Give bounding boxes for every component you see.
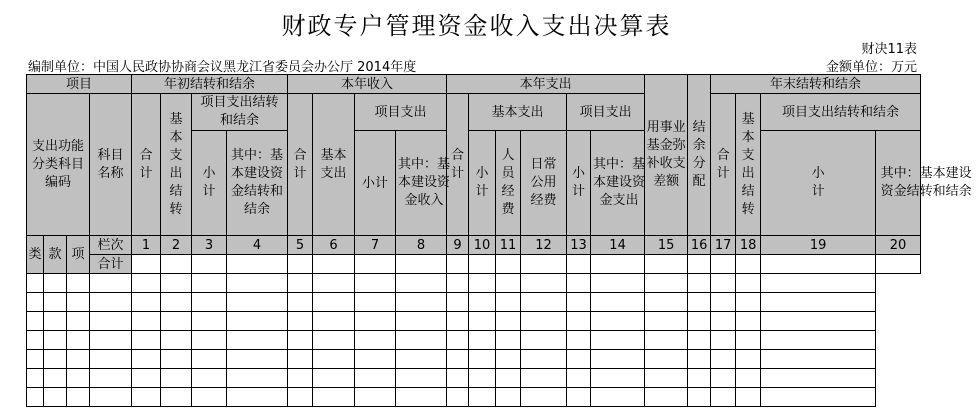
table-cell[interactable]	[192, 388, 227, 407]
table-row	[27, 388, 921, 407]
expenditure-basic-header: 基本支出	[469, 94, 567, 131]
table-cell[interactable]	[396, 312, 447, 331]
table-row	[27, 369, 921, 388]
table-cell[interactable]	[27, 369, 44, 388]
table-cell[interactable]	[288, 388, 313, 407]
table-row	[27, 312, 921, 331]
table-cell[interactable]	[521, 255, 567, 274]
table-cell[interactable]	[645, 274, 688, 293]
table-cell[interactable]	[192, 255, 227, 274]
table-cell[interactable]	[192, 293, 227, 312]
table-cell[interactable]	[396, 255, 447, 274]
expenditure-project-subtotal-header: 小计	[567, 131, 591, 236]
table-cell[interactable]	[161, 293, 192, 312]
table-cell[interactable]	[288, 331, 313, 350]
report-title: 财政专户管理资金收入支出决算表	[281, 12, 672, 40]
table-cell[interactable]	[496, 331, 521, 350]
begin-project-header: 项目支出结转和结余	[192, 94, 288, 131]
table-cell[interactable]	[227, 331, 288, 350]
table-cell[interactable]	[396, 369, 447, 388]
column-number: 14	[591, 236, 645, 255]
income-project-header: 项目支出	[355, 94, 447, 131]
table-cell[interactable]	[876, 255, 921, 274]
table-cell[interactable]	[161, 312, 192, 331]
table-row	[27, 274, 921, 293]
column-number: 12	[521, 236, 567, 255]
table-cell[interactable]	[355, 312, 396, 331]
table-cell[interactable]	[521, 312, 567, 331]
table-cell[interactable]	[90, 369, 132, 388]
column-number: 1	[132, 236, 161, 255]
table-cell[interactable]	[355, 293, 396, 312]
table-cell[interactable]	[447, 331, 469, 350]
table-cell[interactable]	[447, 369, 469, 388]
table-cell[interactable]	[313, 388, 355, 407]
table-cell[interactable]	[496, 369, 521, 388]
form-number: 财决11表	[861, 42, 917, 57]
table-cell[interactable]	[688, 293, 711, 312]
end-project-subtotal-header: 小计	[761, 131, 876, 236]
table-cell[interactable]	[313, 350, 355, 369]
table-cell[interactable]	[192, 312, 227, 331]
table-cell[interactable]	[761, 312, 876, 331]
table-cell[interactable]	[496, 293, 521, 312]
table-cell[interactable]	[496, 388, 521, 407]
table-cell[interactable]	[688, 274, 711, 293]
table-cell[interactable]	[90, 388, 132, 407]
table-cell[interactable]	[711, 255, 736, 274]
table-cell[interactable]	[521, 369, 567, 388]
table-cell[interactable]	[469, 331, 496, 350]
column-number: 13	[567, 236, 591, 255]
table-cell[interactable]	[288, 274, 313, 293]
column-number: 19	[761, 236, 876, 255]
table-cell[interactable]	[67, 274, 90, 293]
table-cell[interactable]	[711, 293, 736, 312]
table-cell[interactable]	[688, 350, 711, 369]
expenditure-project-capital-header: 其中：基本建设资金支出	[591, 131, 645, 236]
table-row	[27, 293, 921, 312]
table-cell[interactable]	[447, 293, 469, 312]
total-row	[27, 255, 921, 274]
table-cell[interactable]	[469, 388, 496, 407]
table-cell[interactable]	[761, 350, 876, 369]
begin-balance-header: 年初结转和结余	[132, 75, 288, 94]
table-cell[interactable]	[27, 312, 44, 331]
table-cell[interactable]	[469, 350, 496, 369]
table-cell[interactable]	[761, 369, 876, 388]
table-cell[interactable]	[44, 350, 67, 369]
table-cell[interactable]	[447, 255, 469, 274]
table-cell[interactable]	[313, 369, 355, 388]
table-cell[interactable]	[192, 369, 227, 388]
table-cell[interactable]	[567, 331, 591, 350]
table-cell[interactable]	[567, 274, 591, 293]
table-cell[interactable]	[132, 350, 161, 369]
table-cell[interactable]	[288, 255, 313, 274]
table-cell[interactable]	[161, 331, 192, 350]
table-cell[interactable]	[711, 369, 736, 388]
table-cell[interactable]	[132, 255, 161, 274]
table-cell[interactable]	[591, 274, 645, 293]
table-cell[interactable]	[567, 293, 591, 312]
begin-project-capital-header: 其中：基本建设资金结转和结余	[227, 131, 288, 236]
column-number: 7	[355, 236, 396, 255]
table-cell[interactable]	[688, 388, 711, 407]
table-cell[interactable]	[496, 350, 521, 369]
table-cell[interactable]	[711, 274, 736, 293]
table-cell[interactable]	[688, 255, 711, 274]
table-cell[interactable]	[591, 293, 645, 312]
table-cell[interactable]	[396, 388, 447, 407]
table-cell[interactable]	[90, 293, 132, 312]
table-cell[interactable]	[396, 293, 447, 312]
table-cell[interactable]	[591, 312, 645, 331]
table-cell[interactable]	[591, 350, 645, 369]
function-code-header: 支出功能分类科目编码	[27, 94, 90, 236]
begin-total-header: 合计	[132, 94, 161, 236]
income-project-capital-header: 其中：基本建设资金收入	[396, 131, 447, 236]
table-cell[interactable]	[44, 274, 67, 293]
table-cell[interactable]	[67, 369, 90, 388]
table-cell[interactable]	[90, 312, 132, 331]
table-cell[interactable]	[496, 255, 521, 274]
table-cell[interactable]	[567, 350, 591, 369]
table-cell[interactable]	[355, 369, 396, 388]
column-number: 20	[876, 236, 921, 255]
table-cell[interactable]	[736, 293, 761, 312]
table-cell[interactable]	[396, 350, 447, 369]
table-cell[interactable]	[313, 255, 355, 274]
table-cell[interactable]	[711, 350, 736, 369]
sub-item-header: 项	[67, 236, 90, 274]
table-cell[interactable]	[736, 350, 761, 369]
table-cell[interactable]	[288, 293, 313, 312]
table-cell[interactable]	[736, 331, 761, 350]
table-cell[interactable]	[192, 331, 227, 350]
table-cell[interactable]	[313, 293, 355, 312]
table-cell[interactable]	[27, 350, 44, 369]
table-cell[interactable]	[761, 274, 876, 293]
end-basic-header: 基本支出结转	[736, 94, 761, 236]
table-cell[interactable]	[161, 369, 192, 388]
end-balance-header: 年末结转和结余	[711, 75, 921, 94]
table-cell[interactable]	[736, 312, 761, 331]
table-cell[interactable]	[161, 255, 192, 274]
table-cell[interactable]	[227, 293, 288, 312]
table-cell[interactable]	[645, 331, 688, 350]
table-cell[interactable]	[44, 312, 67, 331]
table-cell[interactable]	[161, 274, 192, 293]
table-cell[interactable]	[761, 331, 876, 350]
table-cell[interactable]	[591, 369, 645, 388]
daily-expense-header: 日常公用经费	[521, 131, 567, 236]
table-cell[interactable]	[447, 274, 469, 293]
table-cell[interactable]	[591, 388, 645, 407]
table-cell[interactable]	[132, 274, 161, 293]
item-header: 项目	[27, 75, 132, 94]
table-cell[interactable]	[227, 388, 288, 407]
table-cell[interactable]	[645, 255, 688, 274]
table-cell[interactable]	[736, 388, 761, 407]
table-cell[interactable]	[355, 350, 396, 369]
table-cell[interactable]	[27, 331, 44, 350]
table-cell[interactable]	[447, 312, 469, 331]
table-cell[interactable]	[688, 331, 711, 350]
table-cell[interactable]	[567, 388, 591, 407]
column-number: 18	[736, 236, 761, 255]
column-number: 6	[313, 236, 355, 255]
table-cell[interactable]	[567, 369, 591, 388]
column-number: 11	[496, 236, 521, 255]
table-cell[interactable]	[521, 350, 567, 369]
column-no-label: 栏次	[90, 236, 132, 255]
table-cell[interactable]	[469, 255, 496, 274]
table-cell[interactable]	[447, 350, 469, 369]
column-number: 10	[469, 236, 496, 255]
category-header: 类	[27, 236, 44, 274]
column-number: 15	[645, 236, 688, 255]
table-cell[interactable]	[90, 274, 132, 293]
table-cell[interactable]	[132, 388, 161, 407]
table-cell[interactable]	[44, 293, 67, 312]
table-cell[interactable]	[355, 331, 396, 350]
table-cell[interactable]	[313, 312, 355, 331]
end-total-header: 合计	[711, 94, 736, 236]
table-cell[interactable]	[355, 274, 396, 293]
column-number: 17	[711, 236, 736, 255]
column-number: 5	[288, 236, 313, 255]
table-cell[interactable]	[227, 255, 288, 274]
section-header: 款	[44, 236, 67, 274]
begin-project-subtotal-header: 小计	[192, 131, 227, 236]
table-cell[interactable]	[44, 331, 67, 350]
table-cell[interactable]	[132, 369, 161, 388]
table-cell[interactable]	[736, 369, 761, 388]
table-cell[interactable]	[761, 388, 876, 407]
table-cell[interactable]	[736, 255, 761, 274]
table-cell[interactable]	[67, 331, 90, 350]
table-row	[27, 350, 921, 369]
table-cell[interactable]	[288, 369, 313, 388]
column-number: 9	[447, 236, 469, 255]
table-cell[interactable]	[591, 331, 645, 350]
table-cell[interactable]	[711, 388, 736, 407]
table-cell[interactable]	[132, 331, 161, 350]
table-cell[interactable]	[469, 293, 496, 312]
distribution-header: 结余分配	[688, 75, 711, 236]
begin-basic-header: 基本支出结转	[161, 94, 192, 236]
make-up-header: 用事业基金弥补收支差额	[645, 75, 688, 236]
table-cell[interactable]	[688, 312, 711, 331]
table-cell[interactable]	[355, 255, 396, 274]
subject-name-header: 科目名称	[90, 94, 132, 236]
column-number: 8	[396, 236, 447, 255]
table-cell[interactable]	[132, 312, 161, 331]
table-cell[interactable]	[521, 293, 567, 312]
expenditure-header: 本年支出	[447, 75, 645, 94]
table-cell[interactable]	[67, 388, 90, 407]
column-number: 16	[688, 236, 711, 255]
table-cell[interactable]	[355, 388, 396, 407]
table-cell[interactable]	[192, 350, 227, 369]
table-cell[interactable]	[688, 369, 711, 388]
amount-unit: 金额单位：万元	[825, 60, 917, 75]
table-cell[interactable]	[591, 255, 645, 274]
table-cell[interactable]	[227, 350, 288, 369]
table-cell[interactable]	[27, 293, 44, 312]
table-cell[interactable]	[227, 274, 288, 293]
table-cell[interactable]	[496, 274, 521, 293]
table-row	[27, 331, 921, 350]
end-project-header: 项目支出结转和结余	[761, 94, 921, 131]
personnel-expense-header: 人员经费	[496, 131, 521, 236]
income-header: 本年收入	[288, 75, 447, 94]
table-cell[interactable]	[161, 350, 192, 369]
table-cell[interactable]	[469, 274, 496, 293]
table-cell[interactable]	[90, 331, 132, 350]
table-cell[interactable]	[711, 312, 736, 331]
table-cell[interactable]	[761, 293, 876, 312]
table-cell[interactable]	[161, 388, 192, 407]
table-cell[interactable]	[313, 331, 355, 350]
table-cell[interactable]	[67, 293, 90, 312]
table-cell[interactable]	[469, 312, 496, 331]
final-accounts-table	[26, 74, 972, 407]
income-total-header: 合计	[288, 94, 313, 236]
table-cell[interactable]	[736, 274, 761, 293]
table-cell[interactable]	[496, 312, 521, 331]
income-project-subtotal-header: 小计	[355, 131, 396, 236]
table-cell[interactable]	[288, 350, 313, 369]
table-cell[interactable]	[67, 350, 90, 369]
table-cell[interactable]	[27, 388, 44, 407]
end-project-capital-header: 其中：基本建设资金结转和结余	[876, 131, 921, 236]
table-cell[interactable]	[645, 350, 688, 369]
preparing-unit: 编制单位：中国人民政协协商会议黑龙江省委员会办公厅 2014年度	[28, 60, 417, 75]
table-cell[interactable]	[711, 331, 736, 350]
table-cell[interactable]	[567, 255, 591, 274]
table-cell[interactable]	[67, 312, 90, 331]
table-cell[interactable]	[227, 369, 288, 388]
column-number: 4	[227, 236, 288, 255]
table-cell[interactable]	[396, 274, 447, 293]
table-cell[interactable]	[132, 293, 161, 312]
table-cell[interactable]	[27, 274, 44, 293]
table-cell[interactable]	[192, 274, 227, 293]
table-cell[interactable]	[521, 388, 567, 407]
table-cell[interactable]	[44, 388, 67, 407]
table-cell[interactable]	[521, 331, 567, 350]
income-basic-header: 基本支出	[313, 94, 355, 236]
expenditure-total-header: 合计	[447, 94, 469, 236]
table-cell[interactable]	[313, 274, 355, 293]
column-number: 2	[161, 236, 192, 255]
table-cell[interactable]	[90, 350, 132, 369]
table-cell[interactable]	[521, 274, 567, 293]
table-cell[interactable]	[645, 293, 688, 312]
table-cell[interactable]	[645, 369, 688, 388]
total-label: 合计	[90, 255, 132, 274]
table-cell[interactable]	[567, 312, 591, 331]
table-cell[interactable]	[227, 312, 288, 331]
column-number: 3	[192, 236, 227, 255]
table-cell[interactable]	[645, 388, 688, 407]
table-cell[interactable]	[761, 255, 876, 274]
expenditure-basic-subtotal-header: 小计	[469, 131, 496, 236]
table-cell[interactable]	[288, 312, 313, 331]
table-cell[interactable]	[396, 331, 447, 350]
table-cell[interactable]	[469, 369, 496, 388]
table-cell[interactable]	[44, 369, 67, 388]
table-cell[interactable]	[447, 388, 469, 407]
expenditure-project-header: 项目支出	[567, 94, 645, 131]
table-cell[interactable]	[645, 312, 688, 331]
data-rows	[27, 274, 921, 407]
